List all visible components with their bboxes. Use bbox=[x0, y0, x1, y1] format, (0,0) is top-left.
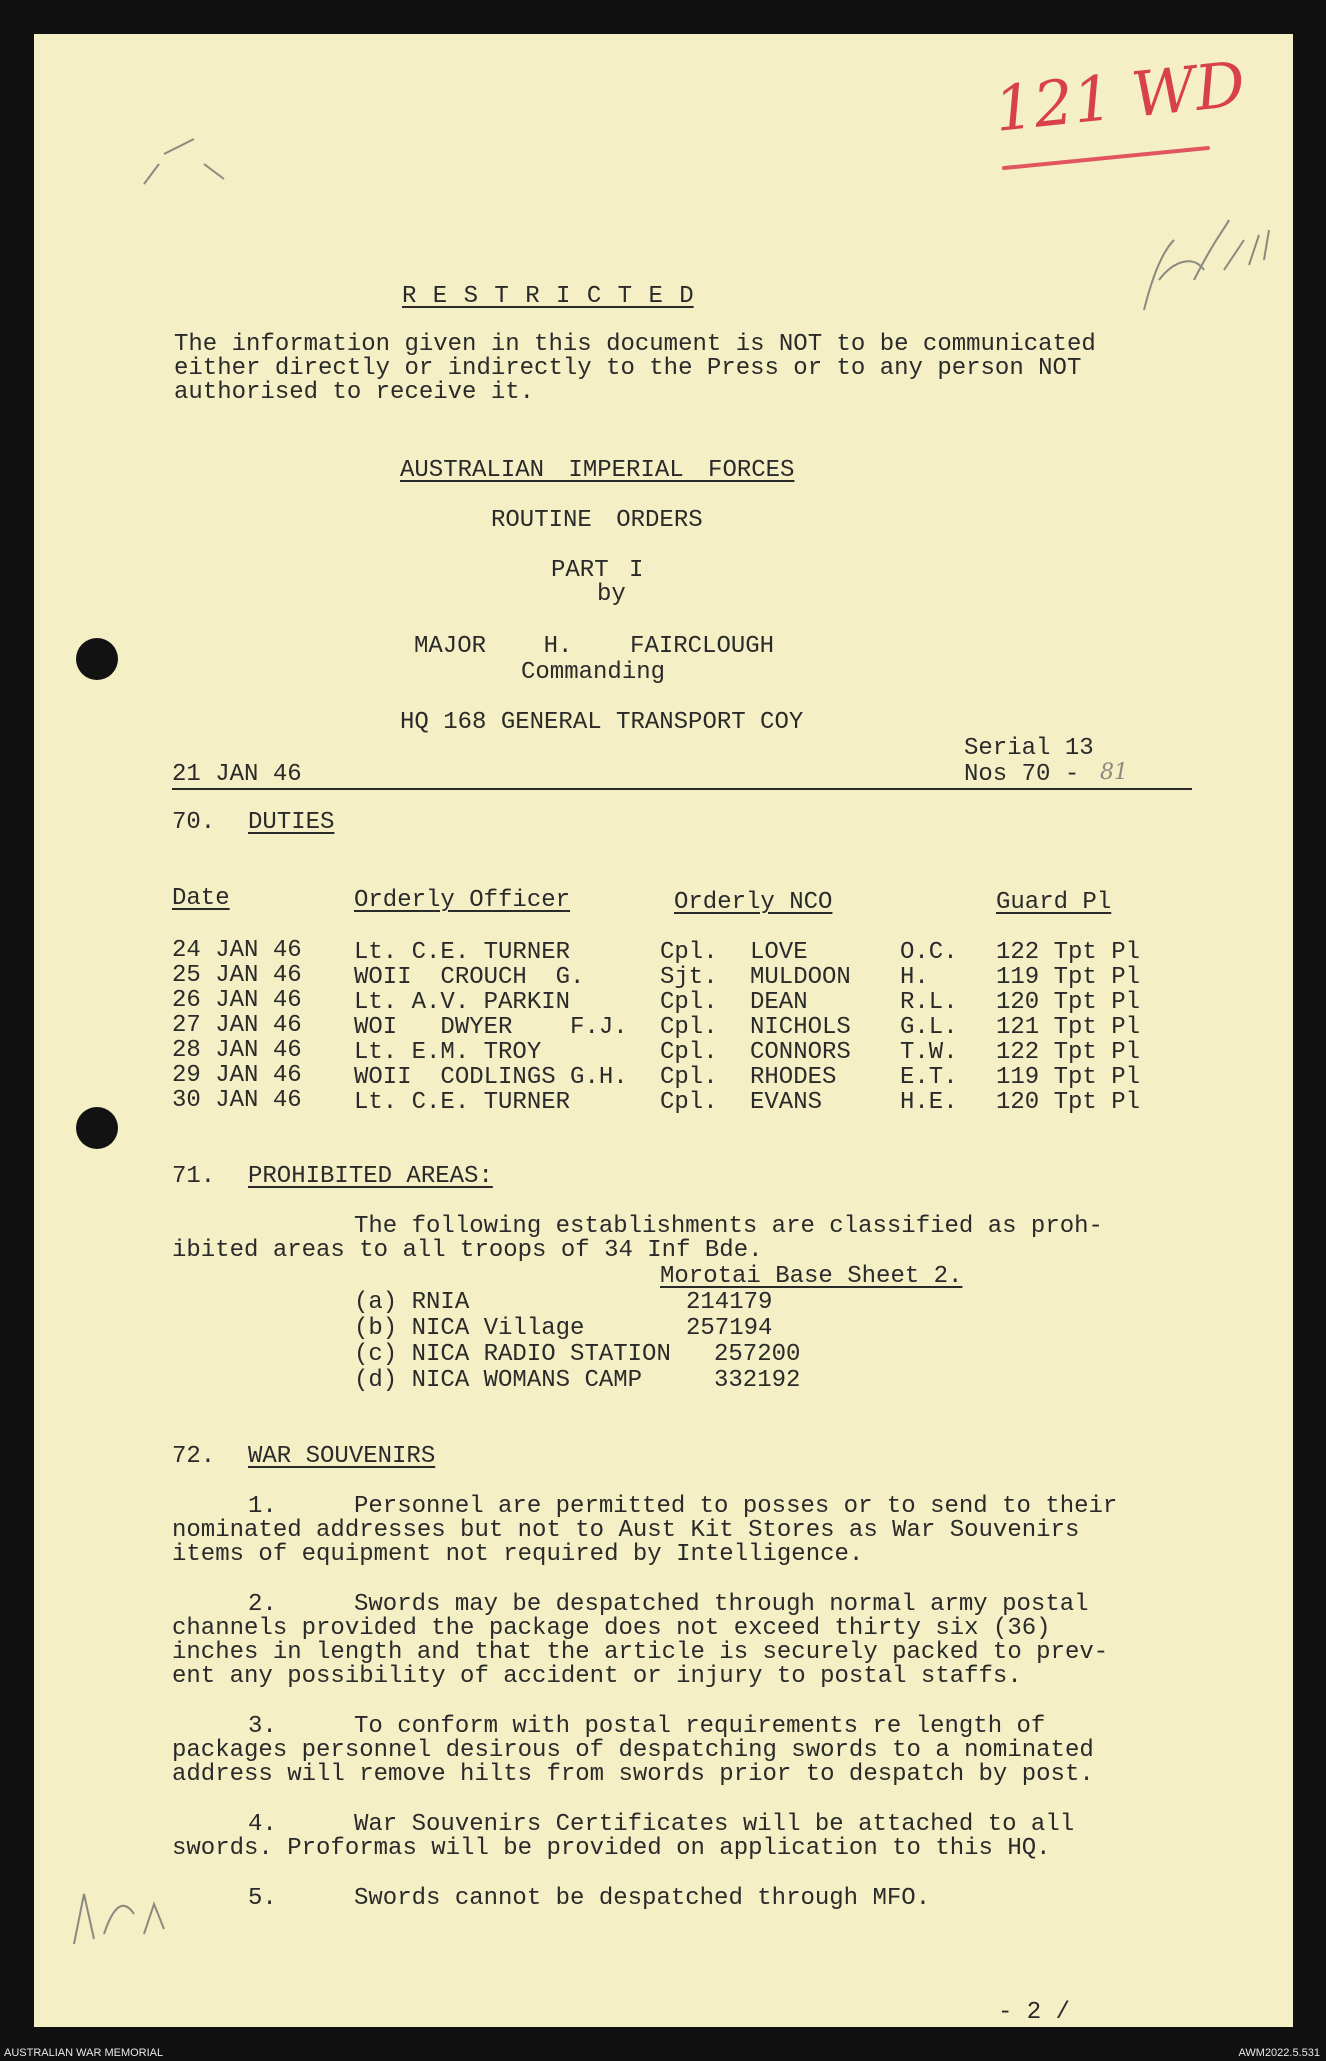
row-initials: O.C. bbox=[900, 939, 958, 966]
notice-line-3: authorised to receive it. bbox=[174, 379, 535, 406]
row-nco: DEAN bbox=[750, 989, 808, 1016]
row-guard: 120 Tpt Pl bbox=[996, 1089, 1141, 1116]
col-guard-pl: Guard Pl bbox=[996, 889, 1112, 916]
area-label: (c) NICA RADIO STATION bbox=[354, 1341, 671, 1368]
commander-name: MAJOR H. FAIRCLOUGH bbox=[414, 633, 775, 660]
header-rule bbox=[172, 788, 1192, 790]
row-officer: Lt. C.E. TURNER bbox=[354, 1089, 571, 1116]
row-rank: Cpl. bbox=[660, 1064, 718, 1091]
notice-line-2: either directly or indirectly to the Press or to any person NOT bbox=[174, 355, 1082, 382]
routine-orders-title: ROUTINE ORDERS bbox=[491, 507, 703, 534]
para-2-line-3: inches in length and that the article is securely packed to prev- bbox=[172, 1639, 1109, 1666]
row-date: 29 JAN 46 bbox=[172, 1062, 302, 1089]
prohibited-number: 71. bbox=[172, 1163, 216, 1190]
row-initials: H.E. bbox=[900, 1089, 958, 1116]
handwritten-serial-end: 81 bbox=[1100, 760, 1128, 785]
row-nco: MULDOON bbox=[750, 964, 851, 991]
notice-line-1: The information given in this document is NOT to be communicated bbox=[174, 331, 1096, 358]
row-rank: Cpl. bbox=[660, 1039, 718, 1066]
para-2-line-4: ent any possibility of accident or injury to postal staffs. bbox=[172, 1663, 1022, 1690]
prohibited-heading: PROHIBITED AREAS: bbox=[248, 1163, 493, 1190]
row-rank: Cpl. bbox=[660, 939, 718, 966]
row-officer: WOII CODLINGS G.H. bbox=[354, 1064, 628, 1091]
col-orderly-nco: Orderly NCO bbox=[674, 889, 833, 916]
area-ref: 257194 bbox=[686, 1315, 773, 1342]
para-4-number: 4. bbox=[248, 1811, 277, 1838]
row-date: 27 JAN 46 bbox=[172, 1012, 302, 1039]
para-1-number: 1. bbox=[248, 1493, 277, 1520]
punch-hole-top bbox=[76, 638, 118, 680]
para-2-line-1: Swords may be despatched through normal army postal bbox=[354, 1591, 1089, 1618]
col-date: Date bbox=[172, 885, 230, 912]
row-guard: 119 Tpt Pl bbox=[996, 1064, 1141, 1091]
row-guard: 119 Tpt Pl bbox=[996, 964, 1141, 991]
row-rank: Cpl. bbox=[660, 989, 718, 1016]
row-officer: Lt. C.E. TURNER bbox=[354, 939, 571, 966]
area-label: (d) NICA WOMANS CAMP bbox=[354, 1367, 643, 1394]
souvenirs-number: 72. bbox=[172, 1443, 216, 1470]
area-ref: 214179 bbox=[686, 1289, 773, 1316]
row-guard: 120 Tpt Pl bbox=[996, 989, 1141, 1016]
pencil-initials-mark bbox=[1134, 210, 1284, 320]
row-date: 30 JAN 46 bbox=[172, 1087, 302, 1114]
order-date: 21 JAN 46 bbox=[172, 761, 302, 788]
row-date: 25 JAN 46 bbox=[172, 962, 302, 989]
row-officer: Lt. A.V. PARKIN bbox=[354, 989, 571, 1016]
area-label: (b) NICA Village bbox=[354, 1315, 585, 1342]
para-3-number: 3. bbox=[248, 1713, 277, 1740]
para-2-line-2: channels provided the package does not exceed thirty six (36) bbox=[172, 1615, 1051, 1642]
row-nco: NICHOLS bbox=[750, 1014, 851, 1041]
by-label: by bbox=[597, 581, 626, 608]
duties-number: 70. bbox=[172, 809, 216, 836]
row-date: 28 JAN 46 bbox=[172, 1037, 302, 1064]
para-3-line-3: address will remove hilts from swords prior to despatch by post. bbox=[172, 1761, 1094, 1788]
row-nco: RHODES bbox=[750, 1064, 837, 1091]
row-initials: G.L. bbox=[900, 1014, 958, 1041]
force-title: AUSTRALIAN IMPERIAL FORCES bbox=[400, 457, 795, 484]
area-label: (a) RNIA bbox=[354, 1289, 470, 1316]
row-date: 26 JAN 46 bbox=[172, 987, 302, 1014]
para-4-line-1: War Souvenirs Certificates will be attached to all bbox=[354, 1811, 1075, 1838]
row-officer: WOII CROUCH G. bbox=[354, 964, 585, 991]
part-label: PART I bbox=[551, 557, 644, 584]
para-4-line-2: swords. Proformas will be provided on application to this HQ. bbox=[172, 1835, 1051, 1862]
row-guard: 121 Tpt Pl bbox=[996, 1014, 1141, 1041]
unit-name: HQ 168 GENERAL TRANSPORT COY bbox=[400, 709, 804, 736]
prohibited-intro-2: ibited areas to all troops of 34 Inf Bde. bbox=[172, 1237, 763, 1264]
area-ref: 257200 bbox=[714, 1341, 801, 1368]
row-guard: 122 Tpt Pl bbox=[996, 1039, 1141, 1066]
duties-heading: DUTIES bbox=[248, 809, 335, 836]
row-initials: T.W. bbox=[900, 1039, 958, 1066]
page-continuation-mark: - 2 / bbox=[998, 1999, 1071, 2026]
row-nco: EVANS bbox=[750, 1089, 823, 1116]
serial-label: Serial 13 bbox=[964, 735, 1094, 762]
map-sheet: Morotai Base Sheet 2. bbox=[660, 1263, 963, 1290]
prohibited-intro-1: The following establishments are classified as proh- bbox=[354, 1213, 1103, 1240]
row-initials: E.T. bbox=[900, 1064, 958, 1091]
pencil-mark-left bbox=[64, 1874, 184, 1954]
row-nco: LOVE bbox=[750, 939, 808, 966]
handwritten-reference: 121 WD bbox=[990, 47, 1249, 146]
red-underline-stroke bbox=[1002, 144, 1212, 174]
para-5-line-1: Swords cannot be despatched through MFO. bbox=[354, 1885, 931, 1912]
para-3-line-2: packages personnel desirous of despatching swords to a nominated bbox=[172, 1737, 1094, 1764]
para-5-number: 5. bbox=[248, 1885, 277, 1912]
para-1-line-3: items of equipment not required by Intelligence. bbox=[172, 1541, 864, 1568]
row-rank: Sjt. bbox=[660, 964, 718, 991]
row-date: 24 JAN 46 bbox=[172, 937, 302, 964]
para-1-line-2: nominated addresses but not to Aust Kit Stores as War Souvenirs bbox=[172, 1517, 1080, 1544]
row-officer: WOI DWYER F.J. bbox=[354, 1014, 628, 1041]
col-orderly-officer: Orderly Officer bbox=[354, 887, 571, 914]
restricted-heading: R E S T R I C T E D bbox=[402, 283, 694, 310]
commanding-label: Commanding bbox=[521, 659, 666, 686]
souvenirs-heading: WAR SOUVENIRS bbox=[248, 1443, 436, 1470]
punch-hole-bottom bbox=[76, 1107, 118, 1149]
row-nco: CONNORS bbox=[750, 1039, 851, 1066]
para-1-line-1: Personnel are permitted to posses or to send to their bbox=[354, 1493, 1118, 1520]
archive-reference: AWM2022.5.531 bbox=[1238, 2047, 1320, 2059]
nos-label: Nos 70 - bbox=[964, 761, 1080, 788]
row-initials: R.L. bbox=[900, 989, 958, 1016]
para-3-line-1: To conform with postal requirements re length of bbox=[354, 1713, 1046, 1740]
document-page bbox=[34, 34, 1293, 2027]
archive-credit: AUSTRALIAN WAR MEMORIAL bbox=[4, 2047, 164, 2059]
para-2-number: 2. bbox=[248, 1591, 277, 1618]
row-rank: Cpl. bbox=[660, 1014, 718, 1041]
row-initials: H. bbox=[900, 964, 929, 991]
row-officer: Lt. E.M. TROY bbox=[354, 1039, 542, 1066]
row-rank: Cpl. bbox=[660, 1089, 718, 1116]
pencil-ticks-top-left bbox=[104, 124, 244, 204]
area-ref: 332192 bbox=[714, 1367, 801, 1394]
row-guard: 122 Tpt Pl bbox=[996, 939, 1141, 966]
